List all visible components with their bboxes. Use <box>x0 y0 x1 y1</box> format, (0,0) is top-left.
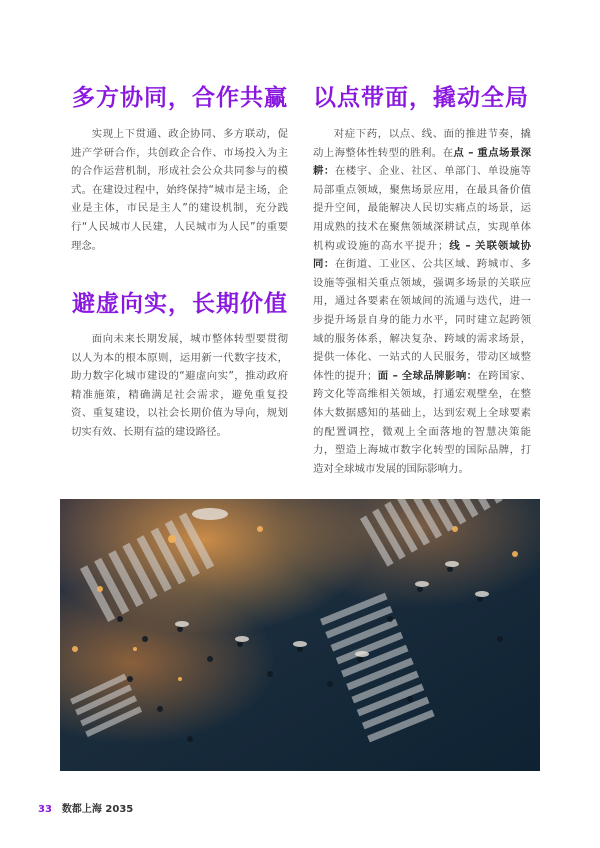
section-title-cooperation: 多方协同，合作共赢 <box>72 85 288 111</box>
page-footer <box>38 800 133 815</box>
section-body-cooperation: 实现上下贯通、政企协同、多方联动，促进产学研合作，共创政企合作、市场投入为主的合作运营机制，形成社会公众共同参与的模式。在建设过程中，始终保持“城市是主场，企业是主体，市民是主人”的建设机制，充分践行“人民城市人民建，人民城市为人民”的重要理念。 <box>71 128 288 252</box>
section-body-point-to-surface <box>313 125 531 478</box>
line-label: 线 – 关联领域协同： <box>313 239 531 271</box>
section-title-long-term-value: 避虚向实，长期价值 <box>72 291 288 317</box>
section-body-long-term-value: 面向未来长期发展，城市整体转型要贯彻以人为本的根本原则，运用新一代数字技术，助力数字化城市建设的“避虚向实”，推动政府精准施策，精确满足社会需求，避免重复投资、重复建设，以社会长期价值为导向，规划切实有效、长期有益的建设路径。 <box>71 333 288 438</box>
section-title-point-to-surface: 以点带面，撬动全局 <box>313 85 529 111</box>
line-text: 在街道、工业区、公共区域、跨城市、多设施等强相关重点领域，强调多场景的关联应用，通过各要素在领域间的流通与迭代，进一步提升场景自身的能力水平，同时建立起跨领域的服务体系，解决复杂、跨域的需求场景，提供一体化、一站式的人民服务，带动区域整体性的提升； <box>313 258 532 382</box>
surface-text: 在跨国家、跨文化等高维相关领域，打通宏观壁垒，在整体大数据感知的基础上，达到宏观上全球要素的配置调控，微观上全面落地的智慧决策能力，塑造上海城市数字化转型的国际品牌，打造对全球城市发展的国际影响力。 <box>313 369 532 475</box>
intro-text: 对症下药，以点、线、面的推进节奏，撬动上海整体性转型的胜利。在 <box>313 128 531 159</box>
page-number: 33 <box>38 804 52 815</box>
city-crosswalk-photo <box>60 499 540 771</box>
publication-name: 数都上海 2035 <box>61 804 134 815</box>
point-label: 点 – 重点场景深耕： <box>313 146 531 178</box>
point-text: 在楼宇、企业、社区、单部门、单设施等局部重点领域，聚焦场景应用，在最具备价值提升空间，最能解决人民切实痛点的场景，运用成熟的技术在聚焦领域深耕试点，实现单体机构或设施的高水平提升； <box>313 165 532 252</box>
surface-label: 面 – 全球品牌影响： <box>377 369 478 382</box>
